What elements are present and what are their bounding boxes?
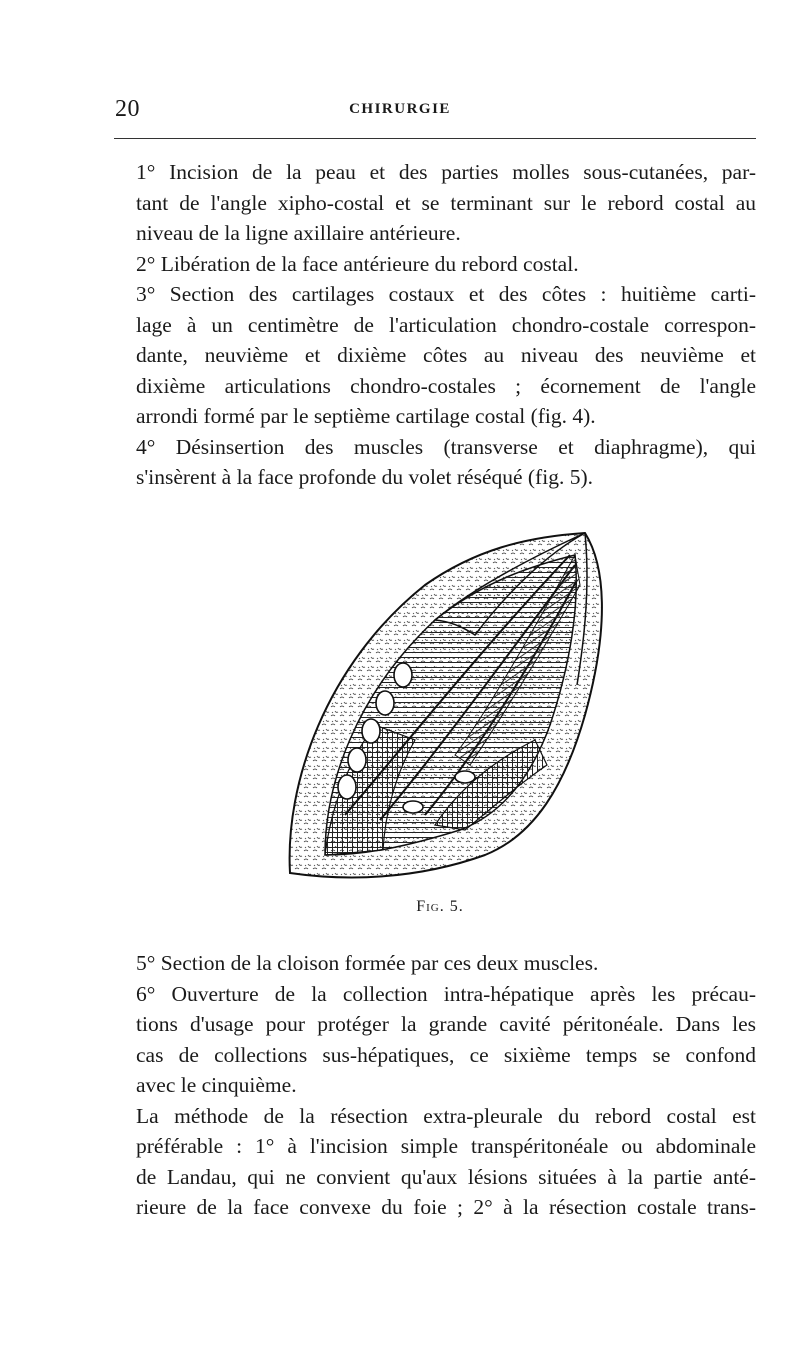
text-line: dante, neuvième et dixième côtes au niveau des neuvième et [136, 343, 756, 367]
figure-5-illustration [285, 525, 615, 885]
text-line: arrondi formé par le septième cartilage costal (fig. 4). [136, 404, 596, 428]
text-line: avec le cinquième. [136, 1073, 297, 1097]
paragraph-step-2 [114, 249, 756, 280]
text-line: lage à un centimètre de l'articulation chondro-costale correspon- [136, 312, 756, 337]
text-line: tant de l'angle xipho-costal et se terminant sur le rebord costal au [136, 190, 756, 215]
text-line: 1° Incision de la peau et des parties molles sous-cutanées, par- [136, 160, 756, 184]
paragraph-step-1 [114, 157, 756, 249]
text-line: 2° Libération de la face antérieure du rebord costal. [136, 251, 579, 276]
text-line: 6° Ouverture de la collection intra-hépatique après les précau- [136, 981, 756, 1006]
paragraph-step-4 [114, 432, 756, 493]
text-line: dixième articulations chondro-costales ; écornement de l'angle [136, 373, 756, 398]
text-line: 5° Section de la cloison formée par ces deux muscles. [136, 951, 599, 975]
paragraph-step-5 [114, 948, 756, 979]
text-line: cas de collections sus-hépatiques, ce sixième temps se confond [136, 1042, 756, 1067]
text-line: tions d'usage pour protéger la grande cavité péritonéale. Dans les [136, 1012, 756, 1036]
text-line: rieure de la face convexe du foie ; 2° à la résection costale trans- [136, 1195, 756, 1219]
text-line: s'insèrent à la face profonde du volet réséqué (fig. 5). [136, 465, 593, 489]
figure-caption: Fig. 5. [416, 898, 464, 915]
paragraph-step-3 [114, 279, 756, 432]
header-rule [114, 138, 756, 139]
text-block-lower [114, 948, 756, 1223]
text-line: niveau de la ligne axillaire antérieure. [136, 221, 461, 245]
rib-resection-engraving [285, 525, 615, 885]
text-block-upper [114, 157, 756, 493]
text-line: préférable : 1° à l'incision simple transpéritonéale ou abdominale [136, 1134, 756, 1158]
running-title: CHIRURGIE [349, 101, 451, 117]
text-line: de Landau, qui ne convient qu'aux lésions situées à la partie anté- [136, 1164, 756, 1189]
paragraph-method [114, 1101, 756, 1223]
text-line: 4° Désinsertion des muscles (transverse et diaphragme), qui [136, 434, 756, 459]
page-number: 20 [115, 96, 140, 122]
text-line: La méthode de la résection extra-pleurale du rebord costal est [136, 1103, 756, 1128]
text-line: 3° Section des cartilages costaux et des côtes : huitième carti- [136, 282, 756, 306]
paragraph-step-6 [114, 979, 756, 1101]
